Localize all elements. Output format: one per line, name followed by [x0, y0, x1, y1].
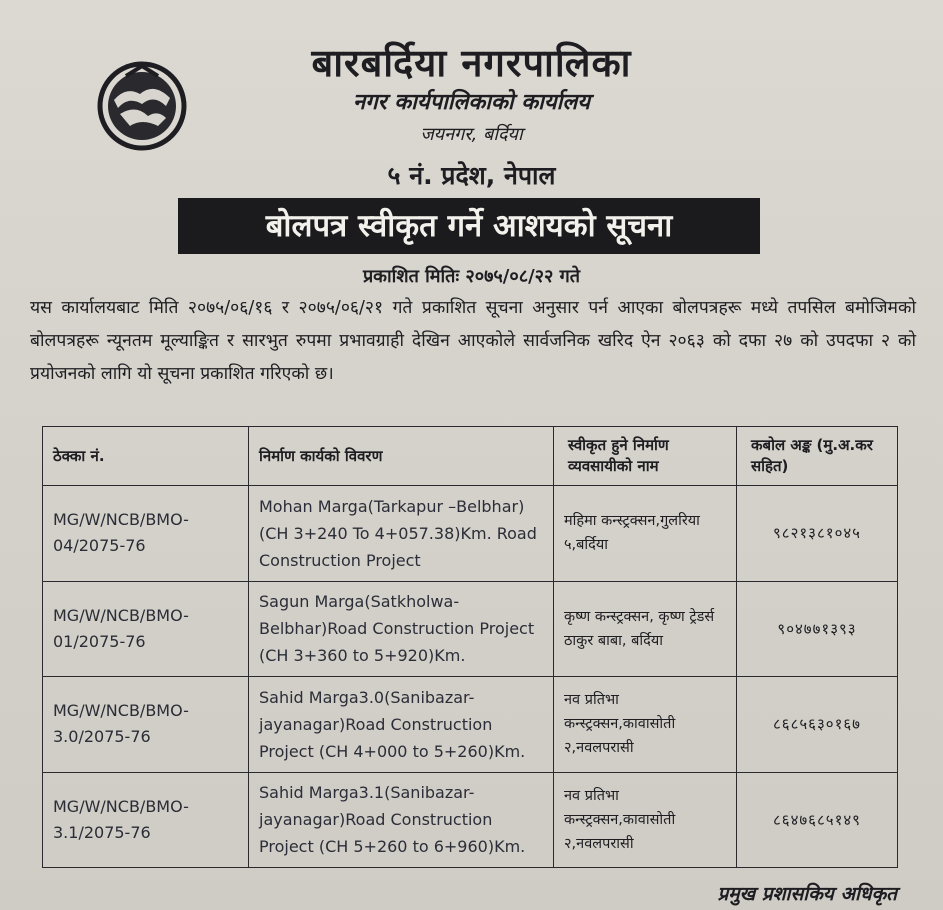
notice-title: बोलपत्र स्वीकृत गर्ने आशयको सूचना — [178, 198, 760, 254]
table-header-row — [43, 427, 898, 486]
work-description: Sahid Marga3.1(Sanibazar-jayanagar)Road Construction Project (CH 5+260 to 6+960)Km. — [249, 772, 554, 868]
table-row — [43, 677, 898, 773]
signature-title: प्रमुख प्रशासकिय अधिकृत — [717, 883, 897, 905]
header-description: निर्माण कार्यको विवरण — [249, 427, 554, 486]
work-description: Sahid Marga3.0(Sanibazar-jayanagar)Road Construction Project (CH 4+000 to 5+260)Km. — [249, 677, 554, 773]
bid-amount: ९८२१३८१०४५ — [737, 486, 898, 582]
contracts-table — [42, 426, 898, 868]
table-row — [43, 772, 898, 868]
bid-amount: ८६८५६३०१६७ — [737, 677, 898, 773]
work-description: Sagun Marga(Satkholwa-Belbhar)Road Construction Project (CH 3+360 to 5+920)Km. — [249, 581, 554, 677]
table-row — [43, 486, 898, 582]
contract-no: MG/W/NCB/BMO-3.0/2075-76 — [43, 677, 249, 773]
contractor-name: महिमा कन्स्ट्रक्सन,गुलरिया ५,बर्दिया — [554, 486, 737, 582]
bid-amount: ९०४७७१३९३ — [737, 581, 898, 677]
work-description: Mohan Marga(Tarkapur –Belbhar) (CH 3+240 To 4+057.38)Km. Road Construction Project — [249, 486, 554, 582]
province-name: ५ नं. प्रदेश, नेपाल — [387, 161, 556, 190]
contract-no: MG/W/NCB/BMO-3.1/2075-76 — [43, 772, 249, 868]
contractor-name: कृष्ण कन्स्ट्रक्सन, कृष्ण ट्रेडर्स ठाकुर बाबा, बर्दिया — [554, 581, 737, 677]
publication-date: प्रकाशित मितिः २०७५/०८/२२ गते — [362, 266, 581, 287]
header-contractor: स्वीकृत हुने निर्माण व्यवसायीको नाम — [554, 427, 737, 486]
table-row — [43, 581, 898, 677]
contractor-name: नव प्रतिभा कन्स्ट्रक्सन,कावासोती २,नवलपरासी — [554, 677, 737, 773]
bid-amount: ८६४७६८५१४९ — [737, 772, 898, 868]
header-bid-amount: कबोल अङ्क (मु.अ.कर सहित) — [737, 427, 898, 486]
header-contract-no: ठेक्का नं. — [43, 427, 249, 486]
contract-no: MG/W/NCB/BMO-04/2075-76 — [43, 486, 249, 582]
municipality-name: बारबर्दिया नगरपालिका — [311, 40, 632, 85]
contractor-name: नव प्रतिभा कन्स्ट्रक्सन,कावासोती २,नवलपरासी — [554, 772, 737, 868]
office-name: नगर कार्यपालिकाको कार्यालय — [353, 90, 590, 115]
contract-no: MG/W/NCB/BMO-01/2075-76 — [43, 581, 249, 677]
notice-body: यस कार्यालयबाट मिति २०७५/०६/१६ र २०७५/०६/२१ गते प्रकाशित सूचना अनुसार पर्न आएका बोलपत्रहरू मध्ये तपसिल बमोजिमको बोलपत्रहरू न्यूनतम मूल्याङ्कित र सारभुत रुपमा प्रभावग्राही देखिन आएकोले सार्वजनिक खरिद ऐन २०६३ को दफा २७ को उपदफा २ को प्रयोजनको लागि यो सूचना प्रकाशित गरिएको छ। — [30, 298, 916, 384]
office-address: जयनगर, बर्दिया — [420, 124, 523, 145]
